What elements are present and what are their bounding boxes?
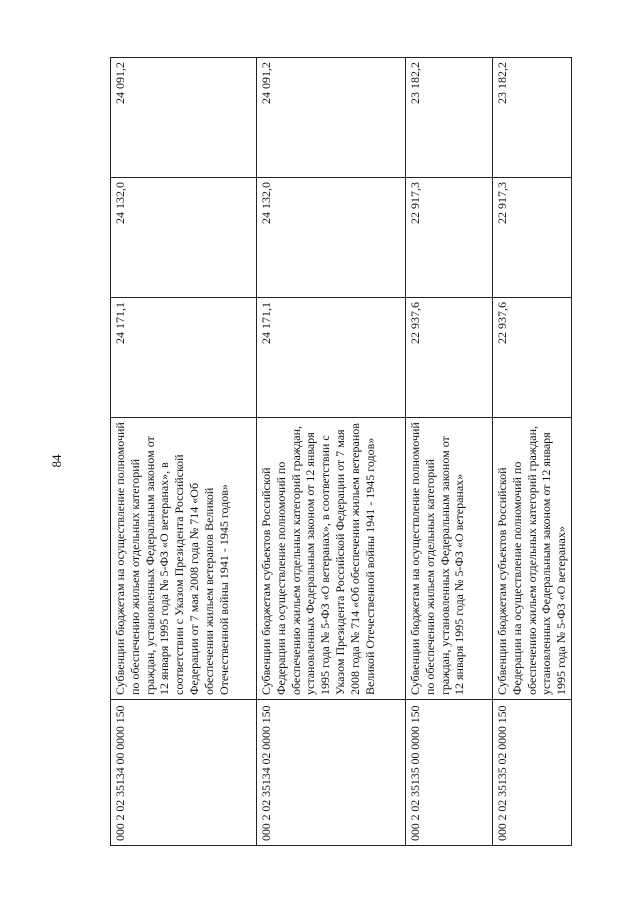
budget-code-cell: 000 2 02 35134 00 0000 150	[111, 700, 257, 846]
page-number: 84	[49, 454, 64, 468]
amount-cell-3: 23 182,2	[406, 58, 493, 178]
table-container	[110, 58, 569, 846]
table-row	[111, 58, 257, 846]
description-cell: Субвенции бюджетам на осуществление полномочий по обеспечению жильем отдельных категорий граждан, установленных Федеральным законом от 12 января 1995 года № 5-ФЗ «О ветеранах», в соответствии с Указом Президента Российской Федерации от 7 мая 2008 года № 714 «Об обеспечении жильем ветеранов Великой Отечественной войны 1941 - 1945 годов»	[111, 418, 257, 700]
description-cell: Субвенции бюджетам субъектов Российской Федерации на осуществление полномочий по обеспечению жильем отдельных категорий граждан, установленных Федеральным законом от 12 января 1995 года № 5-ФЗ «О ветеранах», в соответствии с Указом Президента Российской Федерации от 7 мая 2008 года № 714 «Об обеспечении жильем ветеранов Великой Отечественной войны 1941 - 1945 годов»	[257, 418, 406, 700]
budget-code-cell: 000 2 02 35135 00 0000 150	[406, 700, 493, 846]
amount-cell-2: 24 132,0	[257, 178, 406, 298]
table-row	[257, 58, 406, 846]
budget-code-cell: 000 2 02 35135 02 0000 150	[493, 700, 572, 846]
description-cell: Субвенции бюджетам на осуществление полномочий по обеспечению жильем отдельных категорий граждан, установленных Федеральным законом от 12 января 1995 года № 5-ФЗ «О ветеранах»	[406, 418, 493, 700]
amount-cell-1: 24 171,1	[257, 298, 406, 418]
budget-table	[110, 57, 572, 846]
amount-cell-3: 24 091,2	[111, 58, 257, 178]
budget-code-cell: 000 2 02 35134 02 0000 150	[257, 700, 406, 846]
rotated-table-frame	[110, 58, 569, 846]
description-cell: Субвенции бюджетам субъектов Российской Федерации на осуществление полномочий по обеспечению жильем отдельных категорий граждан, установленных Федеральным законом от 12 января 1995 года № 5-ФЗ «О ветеранах»	[493, 418, 572, 700]
amount-cell-2: 22 917,3	[493, 178, 572, 298]
amount-cell-2: 22 917,3	[406, 178, 493, 298]
amount-cell-3: 23 182,2	[493, 58, 572, 178]
table-row	[493, 58, 572, 846]
amount-cell-1: 22 937,6	[406, 298, 493, 418]
amount-cell-1: 24 171,1	[111, 298, 257, 418]
amount-cell-3: 24 091,2	[257, 58, 406, 178]
amount-cell-2: 24 132,0	[111, 178, 257, 298]
table-row	[406, 58, 493, 846]
amount-cell-1: 22 937,6	[493, 298, 572, 418]
